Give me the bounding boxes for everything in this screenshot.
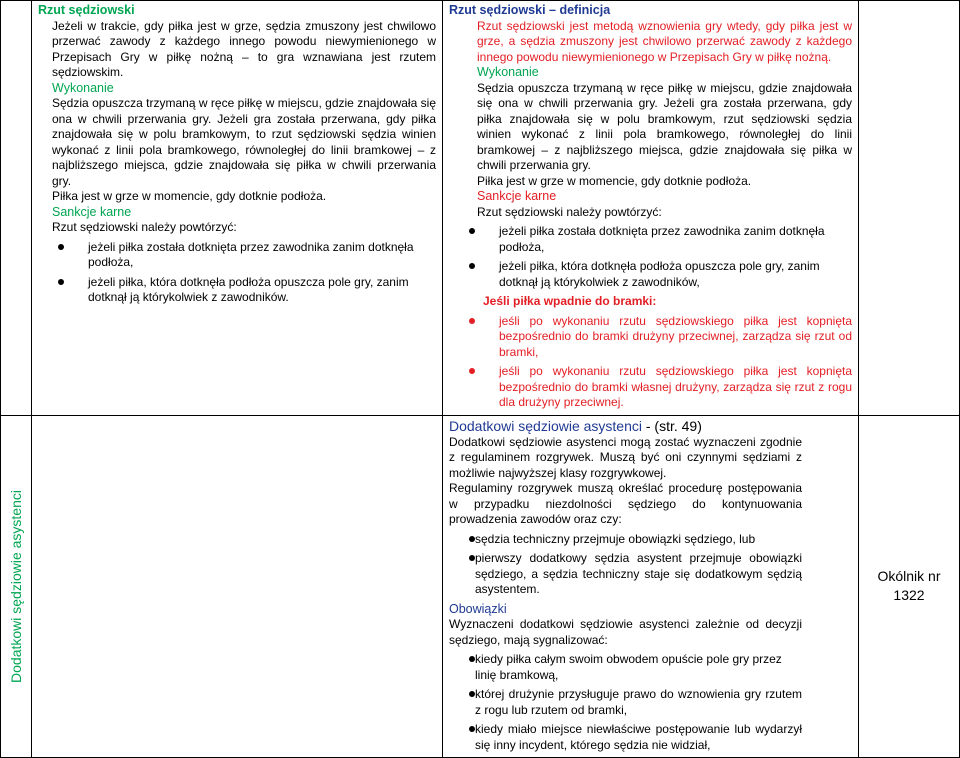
left-bullet-2: jeżeli piłka, która dotknęła podłoża opuszcza pole gry, zanim dotknął ją którykolwiek z zawodników. xyxy=(38,275,436,306)
left-column-rzut-sedziowski xyxy=(32,1,443,416)
asystenci-p2: Regulaminy rozgrywek muszą określać procedurę postępowania w przypadku niezdolności sędziego do kontynuowania prowadzenia zawodów oraz czy: xyxy=(449,481,802,526)
okolnik-reference: Okólnik nr 1322 xyxy=(877,568,941,604)
right-sankcje-heading: Sankcje karne xyxy=(477,189,557,203)
obowiazki-bullet-1: kiedy piłka całym swoim obwodem opuście pole gry przez linię bramkową, xyxy=(449,652,802,683)
right-wykonanie-heading: Wykonanie xyxy=(477,65,539,79)
asystenci-bullets-1 xyxy=(449,532,852,598)
right-wykonanie-text: Sędzia opuszcza trzymaną w ręce piłkę w miejscu, gdzie znajdowała się ona w chwili przerwania gry. Jeżeli gra została przerwana, gdy piłka znajdowała się w polu bramkowym, rzut sędziowski sędzia winien wykonać z linii pola bramkowego, równoległej do linii bramkowej – z najbliższego miejsca, gdzie znajdowała się piłka w chwili przerwania gry. xyxy=(477,80,852,172)
right-goal-bullet-2: jeśli po wykonaniu rzutu sędziowskiego piłka jest kopnięta bezpośrednio do bramki własnej drużyny, zarządza się rzut z rogu dla drużyny przeciwnej. xyxy=(449,364,852,411)
empty-left-cell xyxy=(32,415,443,758)
left-bullet-1: jeżeli piłka została dotknięta przez zawodnika zanim dotknęła podłoża, xyxy=(38,240,436,271)
left-sankcje-heading: Sankcje karne xyxy=(52,204,132,219)
right-goal-heading: Jeśli piłka wpadnie do bramki: xyxy=(483,294,657,308)
left-intro: Jeżeli w trakcie, gdy piłka jest w grze, sędzia zmuszony jest chwilowo przerwać zawody z każdego innego powodu niewymienionego w Przepisach Gry w piłkę nożną – to gra wznawiana jest rzutem sędziowskim. xyxy=(52,18,436,79)
asystenci-heading-line xyxy=(449,418,852,435)
right-bullet-1: jeżeli piłka została dotknięta przez zawodnika zanim dotknęła podłoża, xyxy=(449,224,852,255)
right-goal-bullet-1: jeśli po wykonaniu rzutu sędziowskiego piłka jest kopnięta bezpośrednio do bramki drużyny przeciwnej, zarządza się rzut od bramki, xyxy=(449,314,852,361)
left-wykonanie-text: Sędzia opuszcza trzymaną w ręce piłkę w miejscu, gdzie znajdowała się ona w chwili przerwania gry. Jeżeli gra została przerwana, gdy piłka znajdowała się w polu bramkowym, to rzut sędziowski sędzia winien wykonać z linii pola bramkowego, równoległej do linii bramkowej – z najbliższego miejsca, gdzie znajdowała się piłka w chwili przerwania gry. xyxy=(52,96,436,188)
right-in-play: Piłka jest w grze w momencie, gdy dotknie podłoża. xyxy=(477,173,752,188)
right-goal-bullet-list xyxy=(449,314,852,411)
left-wykonanie-heading: Wykonanie xyxy=(52,80,114,95)
asystenci-p1: Dodatkowi sędziowie asystenci mogą zostać wyznaczeni zgodnie z regulaminem rozgrywek. Muszą być oni czynnymi sędziami z możliwie najwyższej klasy rozgrywkowej. xyxy=(449,434,802,480)
asystenci-bullet-2: pierwszy dodatkowy sędzia asystent przejmuje obowiązki sędziego, a sędzia techniczny staje się dodatkowym sędzią asystentem. xyxy=(449,551,802,598)
right-column-definicja xyxy=(443,1,859,416)
asystenci-bullet-1: sędzia techniczny przejmuje obowiązki sędziego, lub xyxy=(449,532,802,548)
empty-label-cell xyxy=(1,1,32,416)
right-title: Rzut sędziowski – definicja xyxy=(449,3,611,17)
left-bullet-list xyxy=(38,240,436,306)
left-in-play: Piłka jest w grze w momencie, gdy dotknie podłoża. xyxy=(52,189,327,203)
obowiazki-bullets xyxy=(449,652,852,753)
right-repeat-heading: Rzut sędziowski należy powtórzyć: xyxy=(477,204,662,219)
obowiazki-bullet-2: której drużynie przysługuje prawo do wznowienia gry rzutem z rogu lub rzutem od bramki, xyxy=(449,687,802,718)
asystenci-cell xyxy=(443,415,859,758)
asystenci-page-ref: - (str. 49) xyxy=(641,417,702,434)
obowiazki-bullet-3: kiedy miało miejsce niewłaściwe postępowanie lub wydarzył się inny incydent, którego sędzia nie widział, xyxy=(449,722,802,753)
asystenci-heading: Dodatkowi sędziowie asystenci xyxy=(449,417,642,434)
vertical-label-cell xyxy=(1,415,32,758)
right-bullet-list xyxy=(449,224,852,290)
vertical-label: Dodatkowi sędziowie asystenci xyxy=(8,489,24,683)
obowiazki-p3: Wyznaczeni dodatkowi sędziowie asystenci zależnie od decyzji sędziego, mają sygnalizować: xyxy=(449,617,802,647)
empty-reference-cell xyxy=(859,1,960,416)
right-bullet-2: jeżeli piłka, która dotknęła podłoża opuszcza pole gry, zanim dotknął ją którykolwiek z zawodników, xyxy=(449,259,852,290)
okolnik-cell xyxy=(859,415,960,758)
obowiazki-heading: Obowiązki xyxy=(449,601,507,616)
right-definition: Rzut sędziowski jest metodą wznowienia gry wtedy, gdy piłka jest w grze, a sędzia zmuszony jest chwilowo przerwać zawody z każdego innego powodu niewymienionego w Przepisach Gry w piłkę nożną. xyxy=(477,18,852,64)
left-title: Rzut sędziowski xyxy=(38,3,135,17)
left-repeat-heading: Rzut sędziowski należy powtórzyć: xyxy=(52,220,237,234)
